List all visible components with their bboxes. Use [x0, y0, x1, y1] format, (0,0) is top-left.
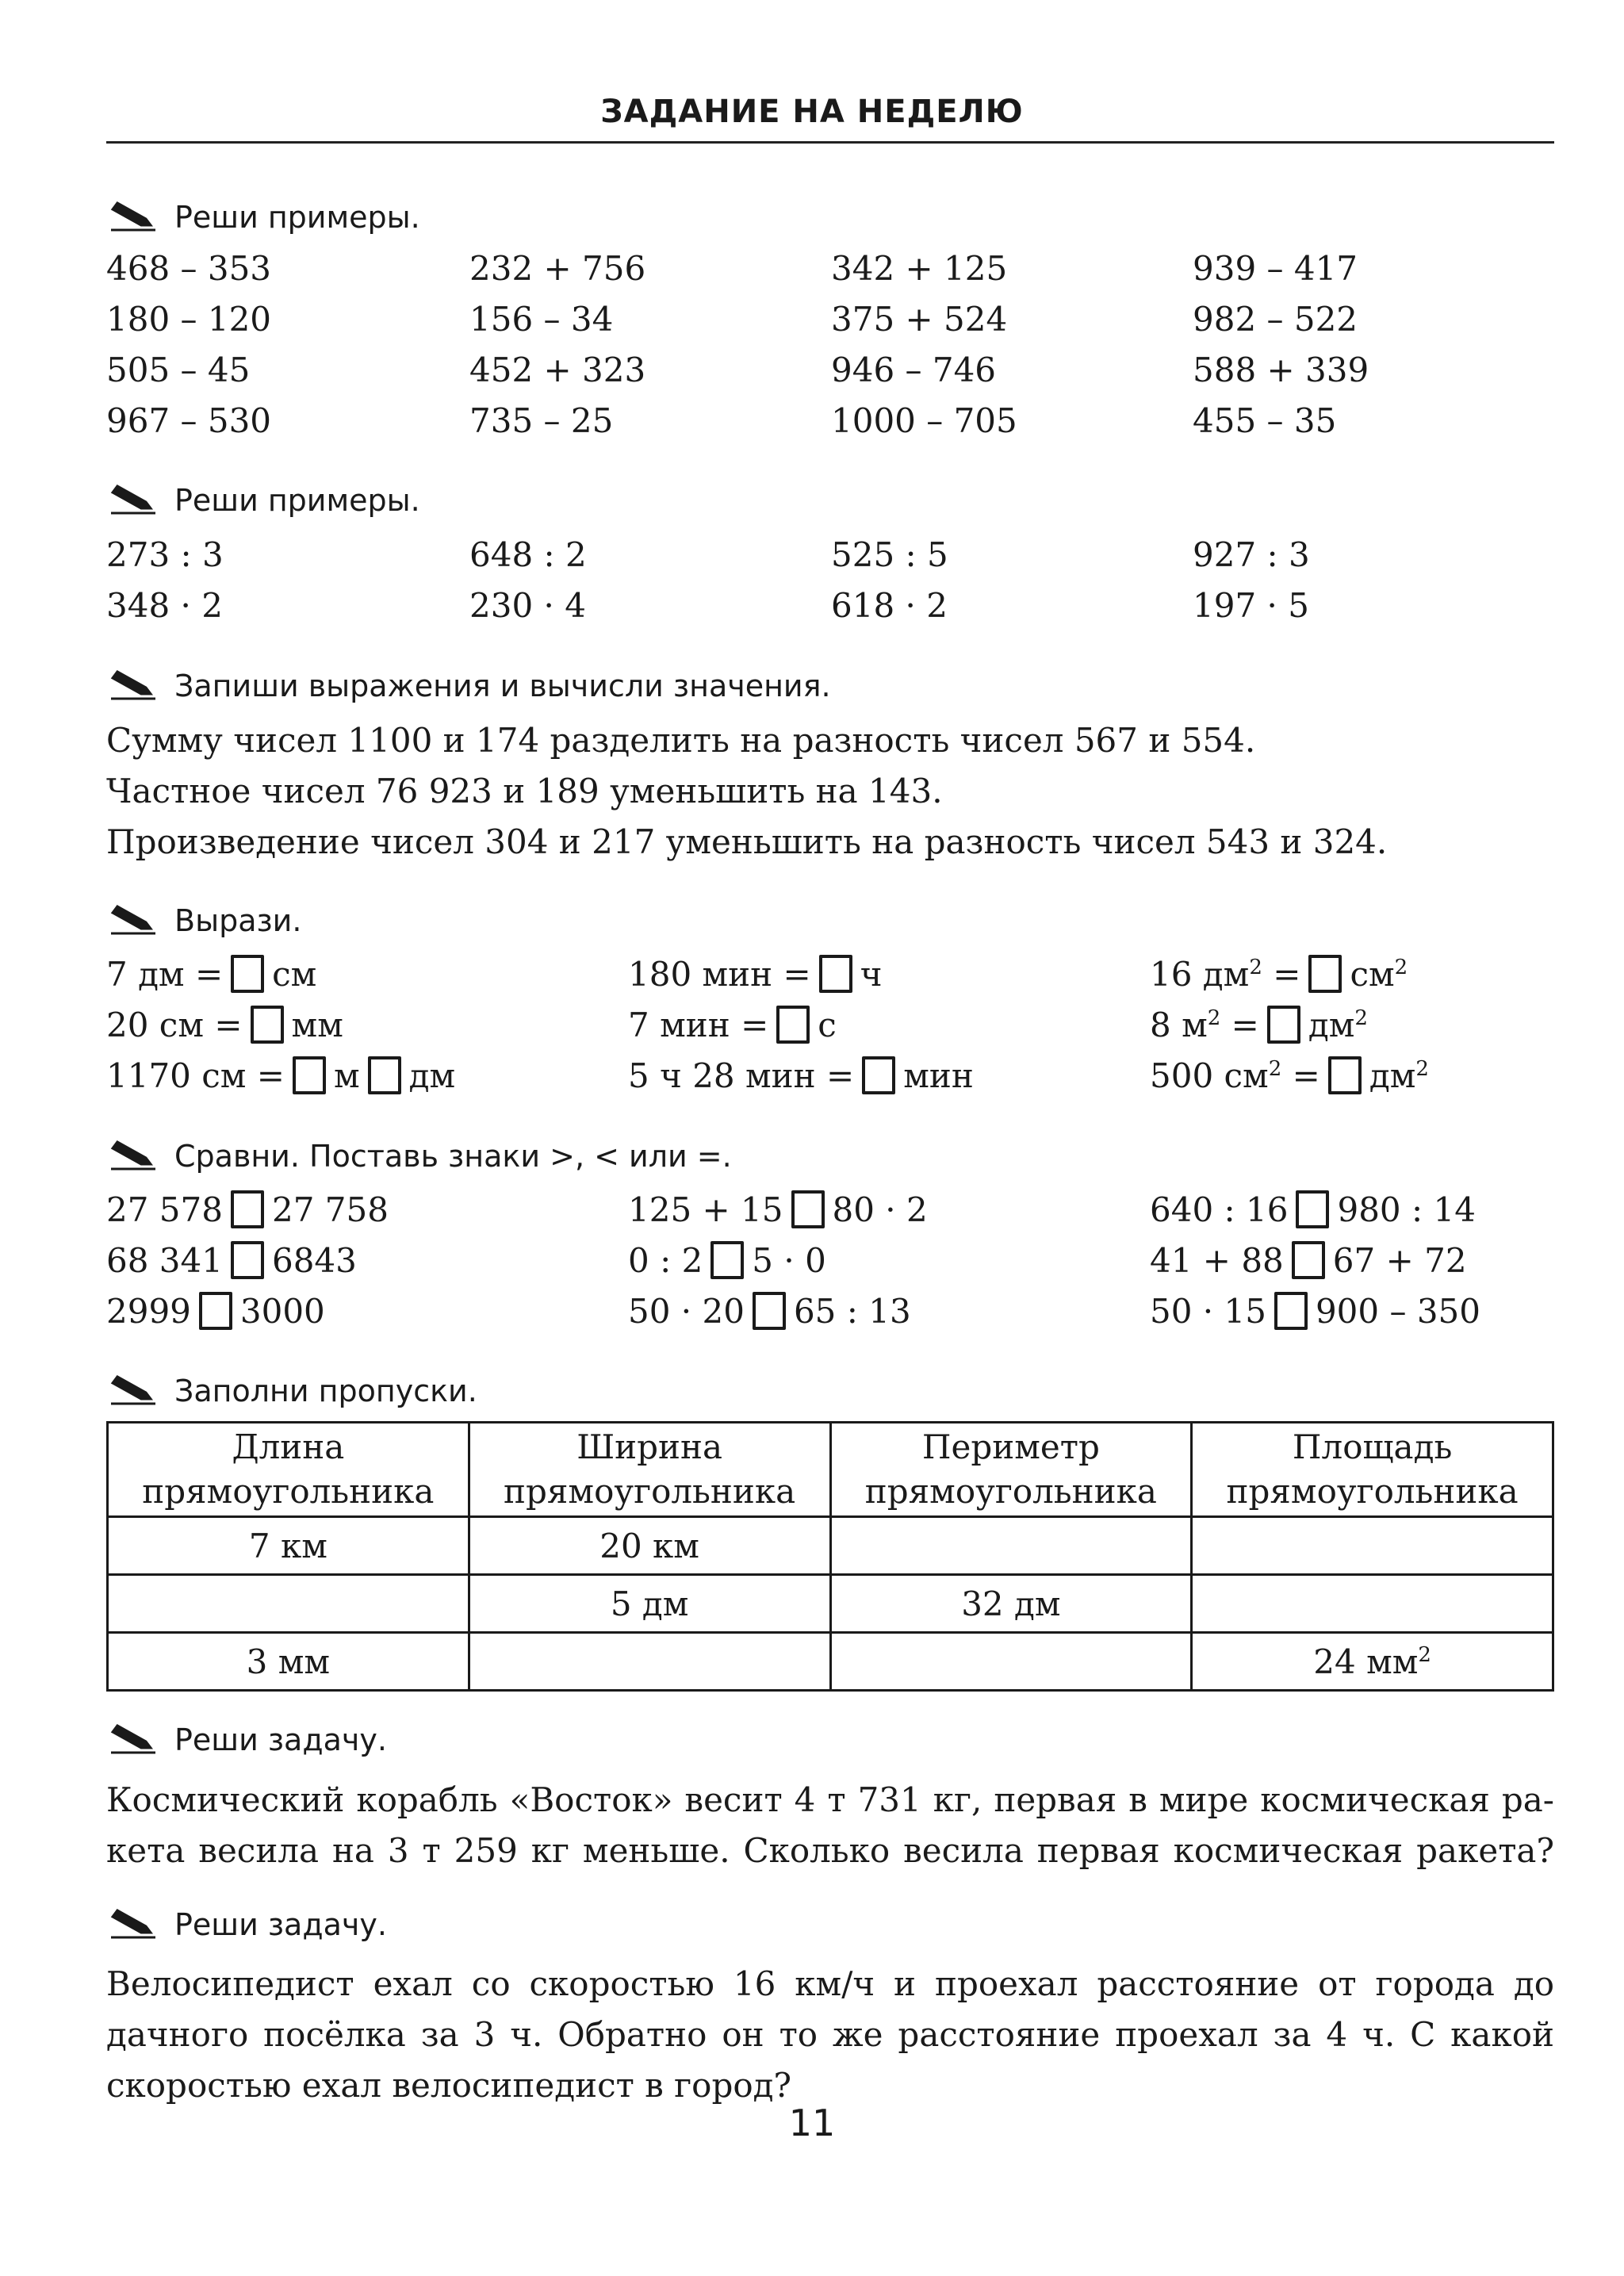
answer-box[interactable] [293, 1056, 326, 1094]
answer-box[interactable] [819, 955, 852, 993]
compare-item: 68 341 6843 [106, 1241, 357, 1280]
text-line: Произведение чисел 304 и 217 уменьшить на разность чисел 543 и 324. [106, 822, 1388, 861]
instruction-text: Реши задачу. [174, 1722, 387, 1757]
example: 375 + 524 [831, 300, 1008, 339]
text-line: Космический корабль «Восток» весит 4 т 731 кг, первая в мире космическая ра- [106, 1780, 1554, 1819]
answer-box[interactable] [368, 1056, 401, 1094]
conversion-item: 20 см = мм [106, 1006, 343, 1044]
instruction-compare [109, 1136, 732, 1176]
example: 273 : 3 [106, 535, 224, 574]
table-cell: 5 дм [469, 1575, 830, 1633]
instruction-text: Заполни пропуски. [174, 1374, 477, 1408]
text-line: скоростью ехал велосипедист в город? [106, 2066, 792, 2105]
sign-box[interactable] [710, 1241, 744, 1279]
instruction-text: Сравни. Поставь знаки >, < или =. [174, 1139, 732, 1174]
conversion-item: 5 ч 28 мин = мин [628, 1056, 974, 1095]
header-rule [106, 141, 1554, 144]
example: 452 + 323 [469, 351, 646, 389]
example: 180 – 120 [106, 300, 272, 339]
table-cell-empty[interactable] [108, 1575, 469, 1633]
example: 230 · 4 [469, 586, 586, 625]
example: 967 – 530 [106, 401, 272, 440]
sign-box[interactable] [1292, 1241, 1325, 1279]
compare-item: 27 578 27 758 [106, 1190, 389, 1229]
answer-box[interactable] [862, 1056, 895, 1094]
conversion-item: 7 дм = см [106, 955, 317, 994]
sign-box[interactable] [791, 1190, 825, 1228]
compare-item: 125 + 15 80 · 2 [628, 1190, 928, 1229]
pencil-icon [109, 1140, 157, 1172]
text-line: дачного посёлка за 3 ч. Обратно он то же расстояние проехал за 4 ч. С какой [106, 2015, 1554, 2054]
example: 232 + 756 [469, 249, 646, 288]
text-line: Частное чисел 76 923 и 189 уменьшить на 143. [106, 772, 943, 810]
compare-item: 50 · 20 65 : 13 [628, 1292, 911, 1331]
instruction-text: Запиши выражения и вычисли значения. [174, 669, 831, 703]
example: 525 : 5 [831, 535, 948, 574]
answer-box[interactable] [1328, 1056, 1362, 1094]
instruction-express [109, 901, 301, 941]
table-cell-empty[interactable] [830, 1517, 1192, 1575]
table-cell: 3 мм [108, 1633, 469, 1691]
conversion-item: 180 мин = ч [628, 955, 883, 994]
text-line: кета весила на 3 т 259 кг меньше. Сколько весила первая космическая ракета? [106, 1831, 1554, 1870]
conversion-item: 7 мин = с [628, 1006, 837, 1044]
instruction-solve-2 [109, 481, 420, 520]
pencil-icon [109, 1724, 157, 1756]
compare-item: 0 : 2 5 · 0 [628, 1241, 826, 1280]
pencil-icon [109, 485, 157, 516]
pencil-icon [109, 1375, 157, 1407]
example: 648 : 2 [469, 535, 587, 574]
compare-item: 50 · 15 900 – 350 [1150, 1292, 1480, 1331]
text-line: Сумму чисел 1100 и 174 разделить на разность чисел 567 и 554. [106, 721, 1256, 760]
conversion-item: 1170 см = м дм [106, 1056, 456, 1095]
example: 735 – 25 [469, 401, 614, 440]
table-header: Периметр прямоугольника [830, 1423, 1192, 1517]
table-cell: 24 $мм^2$ [1192, 1633, 1553, 1691]
example: 348 · 2 [106, 586, 223, 625]
answer-box[interactable] [1267, 1006, 1300, 1044]
example: 455 – 35 [1193, 401, 1337, 440]
compare-item: 640 : 16 980 : 14 [1150, 1190, 1476, 1229]
table-cell-empty[interactable] [830, 1633, 1192, 1691]
table-row [108, 1517, 1553, 1575]
conversion-item: 8 $м^2 = дм^2$ [1150, 1006, 1368, 1044]
instruction-expressions [109, 666, 831, 706]
pencil-icon [109, 670, 157, 702]
pencil-icon [109, 1909, 157, 1941]
compare-item: 2999 3000 [106, 1292, 325, 1331]
example: 939 – 417 [1193, 249, 1358, 288]
sign-box[interactable] [753, 1292, 786, 1330]
pencil-icon [109, 905, 157, 937]
page-header-title: ЗАДАНИЕ НА НЕДЕЛЮ [600, 94, 1024, 130]
table-cell-empty[interactable] [1192, 1575, 1553, 1633]
table-header: Площадь прямоугольника [1192, 1423, 1553, 1517]
example: 982 – 522 [1193, 300, 1358, 339]
example: 618 · 2 [831, 586, 948, 625]
table-row [108, 1575, 1553, 1633]
instruction-text: Реши примеры. [174, 483, 420, 518]
instruction-text: Вырази. [174, 903, 302, 938]
example: 946 – 746 [831, 351, 997, 389]
table-cell: 32 дм [830, 1575, 1192, 1633]
table-cell-empty[interactable] [469, 1633, 830, 1691]
page-number: 11 [788, 2102, 836, 2144]
task-1-text [106, 1775, 1554, 1876]
example: 156 – 34 [469, 300, 614, 339]
instruction-solve-1 [109, 197, 420, 237]
example: 505 – 45 [106, 351, 251, 389]
conversion-item: 500 $см^2 = дм^2$ [1150, 1056, 1429, 1095]
expressions-text [106, 715, 1554, 868]
answer-box[interactable] [251, 1006, 284, 1044]
table-cell: 7 км [108, 1517, 469, 1575]
table-cell-empty[interactable] [1192, 1517, 1553, 1575]
table-header: Ширина прямоугольника [469, 1423, 830, 1517]
instruction-fill-gaps [109, 1371, 477, 1411]
example: 1000 – 705 [831, 401, 1017, 440]
example: 927 : 3 [1193, 535, 1310, 574]
task-2-text [106, 1959, 1554, 2111]
answer-box[interactable] [1308, 955, 1342, 993]
conversion-item: 16 $дм^2 = см^2$ [1150, 955, 1408, 994]
sign-box[interactable] [199, 1292, 232, 1330]
answer-box[interactable] [231, 955, 264, 993]
table-header-row [108, 1423, 1553, 1517]
sign-box[interactable] [231, 1241, 264, 1279]
example: 342 + 125 [831, 249, 1008, 288]
sign-box[interactable] [1274, 1292, 1308, 1330]
example: 468 – 353 [106, 249, 272, 288]
instruction-text: Реши задачу. [174, 1907, 387, 1942]
rectangle-table [106, 1421, 1554, 1692]
pencil-icon [109, 201, 157, 233]
instruction-task-1 [109, 1720, 387, 1760]
instruction-text: Реши примеры. [174, 200, 420, 235]
sign-box[interactable] [231, 1190, 264, 1228]
sign-box[interactable] [1296, 1190, 1329, 1228]
table-row [108, 1633, 1553, 1691]
example: 197 · 5 [1193, 586, 1309, 625]
text-line: Велосипедист ехал со скоростью 16 км/ч и проехал расстояние от города до [106, 1964, 1554, 2003]
compare-item: 41 + 88 67 + 72 [1150, 1241, 1467, 1280]
instruction-task-2 [109, 1905, 387, 1945]
table-header: Длина прямоугольника [108, 1423, 469, 1517]
answer-box[interactable] [776, 1006, 810, 1044]
table-cell: 20 км [469, 1517, 830, 1575]
example: 588 + 339 [1193, 351, 1369, 389]
